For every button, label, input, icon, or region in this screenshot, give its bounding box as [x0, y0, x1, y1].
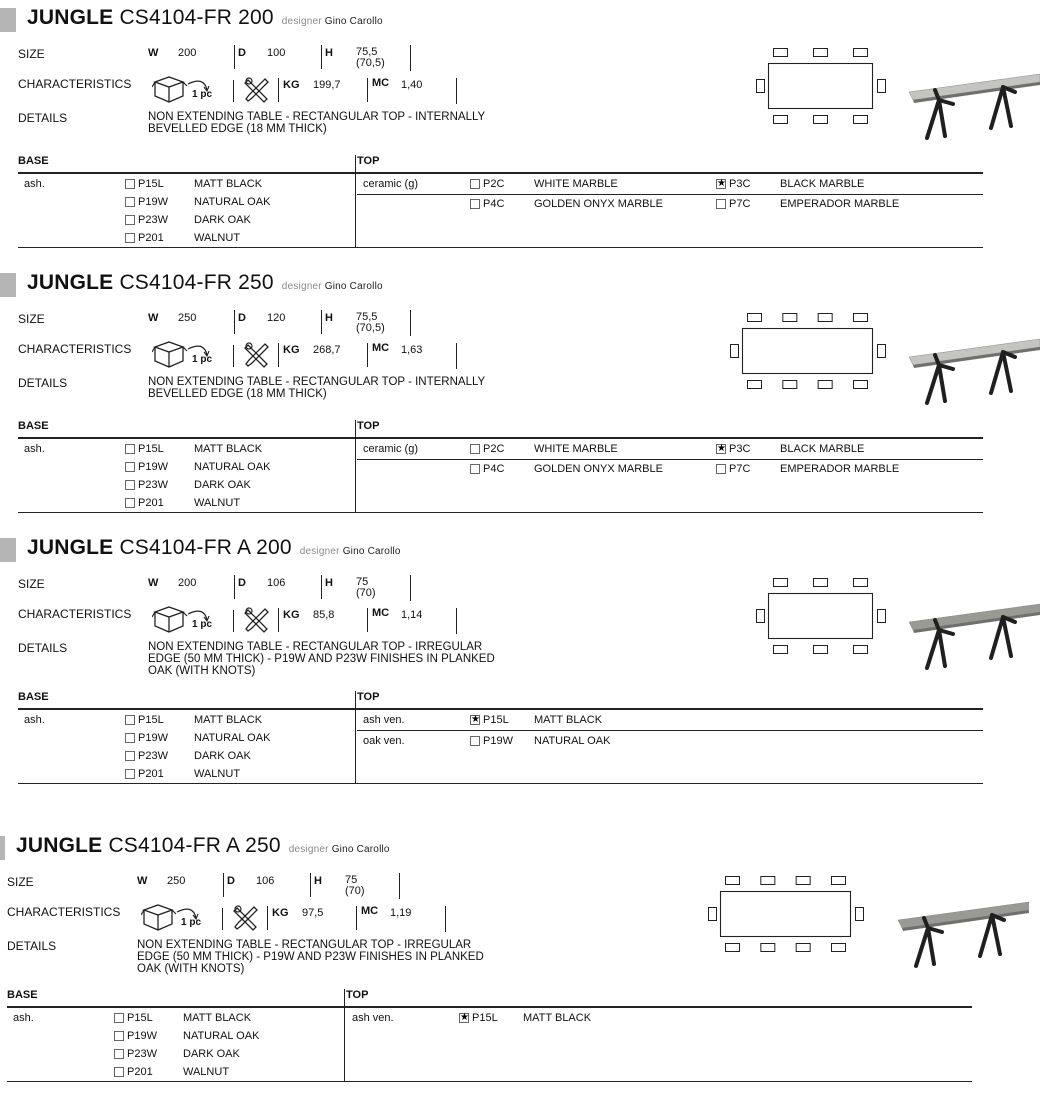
weight-value: 268,7 — [313, 344, 341, 356]
section-marker — [0, 538, 16, 562]
finish-name: NATURAL OAK — [534, 735, 611, 747]
volume-label: MC — [372, 342, 390, 354]
base-material: ash. — [24, 443, 45, 455]
divider — [233, 610, 234, 632]
details-label: DETAILS — [18, 111, 68, 125]
finish-name: MATT BLACK — [183, 1012, 252, 1024]
pieces-label: 1 pc — [192, 354, 213, 365]
finish-code: P15L — [472, 1012, 498, 1024]
product-family: JUNGLE — [27, 6, 114, 29]
designer-label: designer — [288, 844, 329, 855]
divider — [310, 873, 311, 897]
product-section — [0, 0, 1040, 265]
weight-value: 85,8 — [313, 609, 335, 621]
size-label: SIZE — [18, 577, 45, 591]
finish-code: P7C — [729, 463, 751, 475]
product-title — [27, 536, 401, 560]
divider — [321, 45, 322, 69]
divider — [410, 310, 411, 336]
finish-name: MATT BLACK — [523, 1012, 592, 1024]
product-code: CS4104-FR A 200 — [119, 536, 292, 559]
table-bottom-rule — [18, 783, 983, 784]
finish-code: P3C — [729, 178, 751, 190]
base-header: BASE — [18, 691, 49, 703]
finish-code: P19W — [138, 732, 168, 744]
characteristics-label: CHARACTERISTICS — [18, 607, 132, 621]
height-label: H — [325, 312, 333, 324]
designer-label: designer — [281, 16, 322, 27]
finish-name: DARK OAK — [194, 750, 251, 762]
height-label: H — [314, 875, 322, 887]
finish-code: P15L — [483, 714, 509, 726]
designer-name: Gino Carollo — [324, 16, 383, 27]
size-label: SIZE — [18, 47, 45, 61]
divider — [399, 873, 400, 899]
divider — [223, 873, 224, 897]
finish-checkbox-checked[interactable] — [716, 444, 726, 454]
top-material: ceramic (g) — [363, 443, 419, 455]
divider — [233, 345, 234, 367]
finish-checkbox[interactable] — [125, 197, 135, 207]
finish-code: P201 — [127, 1066, 153, 1078]
details-text: NON EXTENDING TABLE - RECTANGULAR TOP - IRREGULAR EDGE (50 MM THICK) - P19W AND P23W FINISHES IN PLANKED OAK (WITH KNOTS) — [137, 939, 484, 975]
base-material: ash. — [13, 1012, 34, 1024]
finish-code: P4C — [483, 198, 505, 210]
finish-name: EMPERADOR MARBLE — [780, 198, 900, 210]
assembly-tools-icon — [243, 606, 271, 634]
column-divider — [355, 155, 356, 247]
section-marker — [0, 8, 16, 32]
top-material: oak ven. — [363, 735, 405, 747]
finish-code: P23W — [138, 750, 168, 762]
finish-checkbox[interactable] — [125, 480, 135, 490]
column-divider — [344, 989, 345, 1081]
finish-checkbox[interactable] — [114, 1031, 124, 1041]
weight-value: 97,5 — [302, 907, 324, 919]
base-header: BASE — [7, 989, 38, 1001]
divider — [233, 80, 234, 102]
finish-checkbox[interactable] — [470, 464, 480, 474]
finish-checkbox[interactable] — [125, 751, 135, 761]
row-rule — [357, 730, 983, 731]
divider — [356, 906, 357, 930]
finish-name: MATT BLACK — [194, 714, 263, 726]
finish-checkbox[interactable] — [125, 233, 135, 243]
finish-checkbox[interactable] — [114, 1049, 124, 1059]
divider — [234, 45, 235, 69]
finish-name: DARK OAK — [194, 479, 251, 491]
table-seating-plan-icon — [754, 46, 888, 128]
depth-label: D — [227, 875, 235, 887]
finish-code: P19W — [483, 735, 513, 747]
header-rule — [18, 437, 983, 439]
height-alt-value: (70) — [356, 587, 376, 599]
designer-label: designer — [299, 546, 340, 557]
finish-name: WHITE MARBLE — [534, 178, 618, 190]
product-section — [0, 828, 1040, 1093]
height-alt-value: (70,5) — [356, 322, 385, 334]
finish-checkbox[interactable] — [125, 215, 135, 225]
divider — [278, 608, 279, 632]
product-section — [0, 265, 1040, 530]
finish-code: P15L — [138, 178, 164, 190]
finish-name: MATT BLACK — [194, 443, 263, 455]
depth-value: 106 — [267, 577, 286, 589]
assembly-tools-icon — [232, 904, 260, 932]
finish-name: NATURAL OAK — [194, 732, 271, 744]
weight-label: KG — [283, 344, 300, 356]
divider — [321, 310, 322, 334]
column-divider — [355, 691, 356, 783]
base-material: ash. — [24, 714, 45, 726]
width-label: W — [148, 577, 159, 589]
details-label: DETAILS — [18, 641, 68, 655]
finish-code: P19W — [138, 461, 168, 473]
finish-checkbox[interactable] — [125, 179, 135, 189]
base-header: BASE — [18, 155, 49, 167]
divider — [367, 343, 368, 367]
finish-name: WALNUT — [183, 1066, 230, 1078]
finish-checkbox[interactable] — [470, 444, 480, 454]
product-title — [16, 834, 390, 858]
finish-checkbox-checked[interactable] — [716, 179, 726, 189]
depth-value: 120 — [267, 312, 286, 324]
finish-code: P23W — [127, 1048, 157, 1060]
finish-checkbox-checked[interactable] — [470, 715, 480, 725]
assembly-tools-icon — [243, 341, 271, 369]
height-value: 75 — [345, 874, 358, 886]
divider — [456, 608, 457, 634]
height-value: 75 — [356, 576, 369, 588]
volume-label: MC — [361, 905, 379, 917]
divider — [278, 343, 279, 367]
finish-name: MATT BLACK — [194, 178, 263, 190]
finish-checkbox[interactable] — [125, 715, 135, 725]
top-header: TOP — [357, 420, 380, 432]
header-rule — [18, 708, 983, 710]
finish-checkbox[interactable] — [114, 1067, 124, 1077]
finish-checkbox[interactable] — [470, 736, 480, 746]
details-text: NON EXTENDING TABLE - RECTANGULAR TOP - INTERNALLY BEVELLED EDGE (18 MM THICK) — [148, 376, 486, 400]
designer-name: Gino Carollo — [342, 546, 401, 557]
designer-name: Gino Carollo — [324, 281, 383, 292]
finish-code: P23W — [138, 214, 168, 226]
finish-name: BLACK MARBLE — [780, 443, 865, 455]
finish-name: WALNUT — [194, 232, 241, 244]
product-family: JUNGLE — [27, 536, 114, 559]
finish-checkbox[interactable] — [125, 498, 135, 508]
details-text: NON EXTENDING TABLE - RECTANGULAR TOP - IRREGULAR EDGE (50 MM THICK) - P19W AND P23W FINISHES IN PLANKED OAK (WITH KNOTS) — [148, 641, 495, 677]
divider — [410, 45, 411, 71]
finish-code: P15L — [138, 443, 164, 455]
weight-label: KG — [283, 79, 300, 91]
pieces-label: 1 pc — [192, 89, 213, 100]
width-value: 200 — [178, 577, 197, 589]
details-text: NON EXTENDING TABLE - RECTANGULAR TOP - INTERNALLY BEVELLED EDGE (18 MM THICK) — [148, 111, 486, 135]
finish-name: DARK OAK — [194, 214, 251, 226]
top-material: ceramic (g) — [363, 178, 419, 190]
section-marker — [0, 836, 5, 860]
product-family: JUNGLE — [27, 271, 114, 294]
finish-name: NATURAL OAK — [194, 196, 271, 208]
finish-code: P15L — [138, 714, 164, 726]
divider — [278, 78, 279, 102]
table-seating-plan-icon — [754, 576, 888, 658]
product-section — [0, 530, 1040, 795]
row-rule — [357, 459, 983, 460]
finish-checkbox[interactable] — [470, 199, 480, 209]
finish-name: BLACK MARBLE — [780, 178, 865, 190]
height-alt-value: (70) — [345, 885, 365, 897]
characteristics-label: CHARACTERISTICS — [18, 342, 132, 356]
finish-name: WALNUT — [194, 768, 241, 780]
finish-code: P4C — [483, 463, 505, 475]
table-bottom-rule — [18, 247, 983, 248]
header-rule — [7, 1006, 972, 1008]
table-photo — [905, 325, 1040, 407]
finish-code: P15L — [127, 1012, 153, 1024]
depth-label: D — [238, 47, 246, 59]
divider — [367, 78, 368, 102]
finish-checkbox[interactable] — [125, 444, 135, 454]
product-title — [27, 6, 383, 30]
divider — [410, 575, 411, 601]
finish-code: P201 — [138, 232, 164, 244]
height-label: H — [325, 47, 333, 59]
designer-label: designer — [281, 281, 322, 292]
table-seating-plan-icon — [728, 311, 888, 393]
depth-label: D — [238, 577, 246, 589]
divider — [456, 343, 457, 369]
characteristics-label: CHARACTERISTICS — [18, 77, 132, 91]
product-title — [27, 271, 383, 295]
base-header: BASE — [18, 420, 49, 432]
finish-code: P2C — [483, 178, 505, 190]
width-value: 250 — [167, 875, 186, 887]
pieces-label: 1 pc — [181, 917, 202, 928]
table-photo — [894, 888, 1029, 970]
weight-value: 199,7 — [313, 79, 341, 91]
column-divider — [355, 420, 356, 512]
product-code: CS4104-FR A 250 — [108, 834, 281, 857]
width-value: 200 — [178, 47, 197, 59]
finish-name: EMPERADOR MARBLE — [780, 463, 900, 475]
divider — [321, 575, 322, 599]
finish-checkbox[interactable] — [125, 733, 135, 743]
finish-name: NATURAL OAK — [183, 1030, 260, 1042]
table-photo — [905, 590, 1040, 672]
height-value: 75,5 — [356, 46, 378, 58]
product-code: CS4104-FR 250 — [119, 271, 274, 294]
top-material: ash ven. — [352, 1012, 394, 1024]
weight-label: KG — [272, 907, 289, 919]
finish-name: GOLDEN ONYX MARBLE — [534, 198, 663, 210]
table-bottom-rule — [7, 1081, 972, 1082]
finish-name: NATURAL OAK — [194, 461, 271, 473]
height-label: H — [325, 577, 333, 589]
product-code: CS4104-FR 200 — [119, 6, 274, 29]
volume-value: 1,14 — [401, 609, 423, 621]
depth-label: D — [238, 312, 246, 324]
header-rule — [18, 172, 983, 174]
finish-name: WALNUT — [194, 497, 241, 509]
finish-code: P19W — [138, 196, 168, 208]
finish-code: P7C — [729, 198, 751, 210]
top-header: TOP — [346, 989, 369, 1001]
height-value: 75,5 — [356, 311, 378, 323]
top-material: ash ven. — [363, 714, 405, 726]
width-label: W — [148, 312, 159, 324]
finish-code: P19W — [127, 1030, 157, 1042]
divider — [367, 608, 368, 632]
volume-value: 1,19 — [390, 907, 412, 919]
height-alt-value: (70,5) — [356, 57, 385, 69]
divider — [445, 906, 446, 932]
finish-checkbox[interactable] — [125, 769, 135, 779]
volume-value: 1,63 — [401, 344, 423, 356]
divider — [456, 78, 457, 104]
table-bottom-rule — [18, 512, 983, 513]
finish-name: WHITE MARBLE — [534, 443, 618, 455]
finish-code: P201 — [138, 768, 164, 780]
volume-label: MC — [372, 77, 390, 89]
divider — [234, 575, 235, 599]
finish-code: P2C — [483, 443, 505, 455]
volume-label: MC — [372, 607, 390, 619]
finish-checkbox[interactable] — [114, 1013, 124, 1023]
divider — [267, 906, 268, 930]
top-header: TOP — [357, 691, 380, 703]
row-rule — [357, 194, 983, 195]
finish-name: DARK OAK — [183, 1048, 240, 1060]
pieces-label: 1 pc — [192, 619, 213, 630]
finish-code: P23W — [138, 479, 168, 491]
assembly-tools-icon — [243, 76, 271, 104]
finish-checkbox[interactable] — [125, 462, 135, 472]
characteristics-label: CHARACTERISTICS — [7, 905, 121, 919]
depth-value: 106 — [256, 875, 275, 887]
section-marker — [0, 273, 16, 297]
product-family: JUNGLE — [16, 834, 103, 857]
finish-name: MATT BLACK — [534, 714, 603, 726]
top-header: TOP — [357, 155, 380, 167]
finish-name: GOLDEN ONYX MARBLE — [534, 463, 663, 475]
size-label: SIZE — [18, 312, 45, 326]
finish-code: P201 — [138, 497, 164, 509]
width-label: W — [148, 47, 159, 59]
finish-checkbox-checked[interactable] — [459, 1013, 469, 1023]
width-value: 250 — [178, 312, 197, 324]
depth-value: 100 — [267, 47, 286, 59]
designer-name: Gino Carollo — [331, 844, 390, 855]
details-label: DETAILS — [18, 376, 68, 390]
finish-checkbox[interactable] — [716, 199, 726, 209]
details-label: DETAILS — [7, 939, 57, 953]
size-label: SIZE — [7, 875, 34, 889]
divider — [234, 310, 235, 334]
table-seating-plan-icon — [706, 874, 866, 956]
weight-label: KG — [283, 609, 300, 621]
finish-checkbox[interactable] — [716, 464, 726, 474]
finish-code: P3C — [729, 443, 751, 455]
base-material: ash. — [24, 178, 45, 190]
finish-checkbox[interactable] — [470, 179, 480, 189]
divider — [222, 908, 223, 930]
volume-value: 1,40 — [401, 79, 423, 91]
width-label: W — [137, 875, 148, 887]
table-photo — [905, 60, 1040, 142]
